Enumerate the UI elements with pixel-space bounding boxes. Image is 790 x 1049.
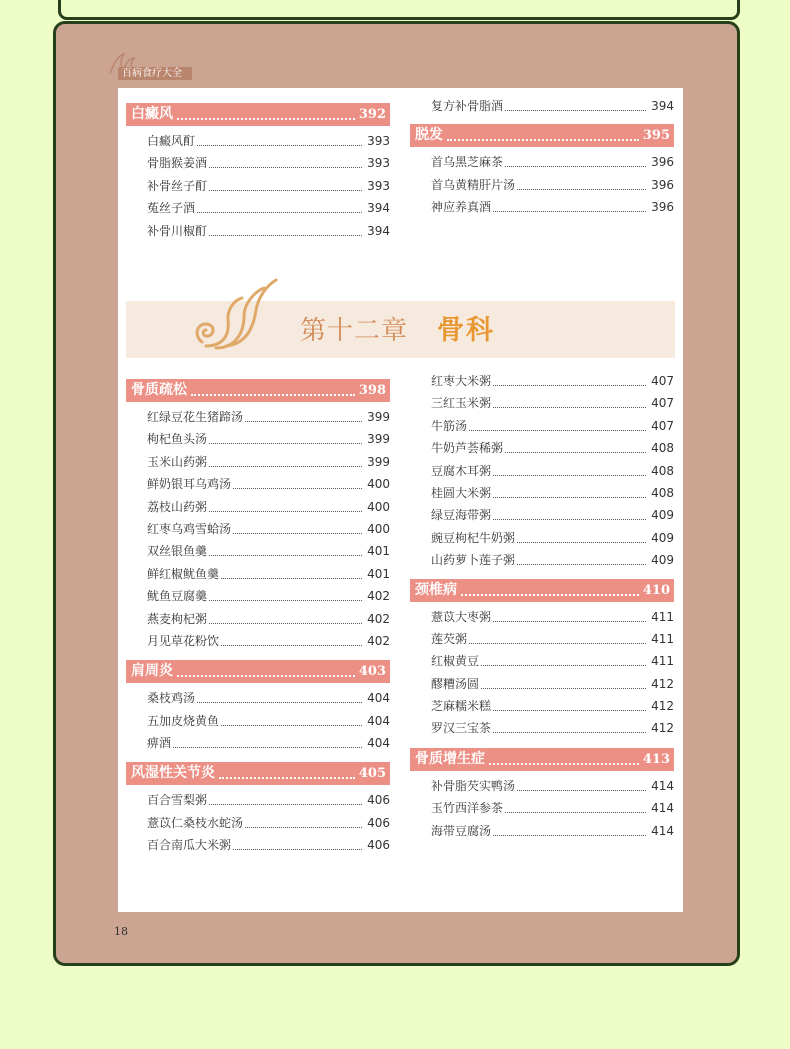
toc-entry-title: 红椒黄豆 (431, 650, 481, 672)
toc-entry-page: 414 (651, 775, 674, 797)
toc-entry-title: 白癜风酊 (147, 130, 197, 152)
toc-entry-page: 400 (367, 496, 390, 518)
toc-entry-page: 402 (367, 630, 390, 652)
toc-entry-title: 补骨川椒酊 (147, 220, 209, 242)
toc-section (126, 103, 390, 242)
toc-entry-page: 394 (651, 95, 674, 117)
toc-entry[interactable] (126, 789, 390, 811)
dot-leader (489, 761, 639, 765)
toc-section (126, 660, 390, 754)
dot-leader (147, 746, 362, 748)
toc-entry[interactable] (410, 695, 674, 717)
section-page: 403 (358, 664, 386, 680)
toc-entry-title: 玉竹西洋参茶 (431, 797, 505, 819)
section-heading[interactable] (410, 748, 674, 771)
section-page: 395 (642, 128, 670, 144)
toc-entry[interactable] (410, 482, 674, 504)
toc-entry-title: 薏苡仁桑枝水蛇汤 (147, 812, 245, 834)
section-title: 脱发 (415, 127, 443, 144)
toc-column-upper-right (410, 95, 674, 219)
toc-entry[interactable] (410, 775, 674, 797)
toc-entry[interactable] (410, 673, 674, 695)
section-title: 风湿性关节炎 (131, 765, 215, 782)
toc-entry[interactable] (126, 540, 390, 562)
toc-section (410, 748, 674, 842)
toc-entry-page: 407 (651, 392, 674, 414)
toc-entry-title: 桑枝鸡汤 (147, 687, 197, 709)
toc-entry[interactable] (126, 406, 390, 428)
section-page: 410 (642, 582, 670, 598)
toc-column-lower-left (126, 379, 390, 857)
toc-entry-page: 407 (651, 370, 674, 392)
toc-entry-page: 402 (367, 608, 390, 630)
toc-entry[interactable] (126, 130, 390, 152)
toc-entry-title: 醪糟汤圆 (431, 673, 481, 695)
toc-entry-title: 首乌黄精肝片汤 (431, 174, 517, 196)
toc-entry-title: 红枣大米粥 (431, 370, 493, 392)
toc-entry-title: 罗汉三宝茶 (431, 717, 493, 739)
toc-entry-title: 鲜红椒鱿鱼羹 (147, 563, 221, 585)
toc-entry[interactable] (410, 606, 674, 628)
toc-entry-page: 394 (367, 197, 390, 219)
toc-entry-page: 396 (651, 174, 674, 196)
toc-entry-page: 394 (367, 220, 390, 242)
toc-entry[interactable] (410, 415, 674, 437)
toc-entry[interactable] (410, 460, 674, 482)
toc-section (126, 379, 390, 652)
toc-entry-page: 406 (367, 812, 390, 834)
toc-entry[interactable] (410, 95, 674, 117)
toc-entry-page: 401 (367, 563, 390, 585)
toc-entry-title: 枸杞鱼头汤 (147, 428, 209, 450)
toc-entry[interactable] (126, 710, 390, 732)
toc-entry-page: 393 (367, 175, 390, 197)
toc-entry-page: 409 (651, 549, 674, 571)
section-page: 413 (642, 751, 670, 767)
toc-entry-title: 芝麻糯米糕 (431, 695, 493, 717)
toc-entry[interactable] (410, 174, 674, 196)
toc-column-lower-right (410, 370, 674, 842)
section-heading[interactable] (126, 103, 390, 126)
page-number: 18 (114, 925, 128, 938)
dot-leader (177, 673, 355, 677)
toc-entry-title: 五加皮烧黄鱼 (147, 710, 221, 732)
toc-entry-title: 牛奶芦荟稀粥 (431, 437, 505, 459)
toc-entry-title: 骨脂猴姜酒 (147, 152, 209, 174)
toc-entry-page: 396 (651, 196, 674, 218)
toc-entry-page: 408 (651, 460, 674, 482)
section-heading[interactable] (126, 660, 390, 683)
toc-entry[interactable] (126, 732, 390, 754)
toc-entry-title: 豌豆枸杞牛奶粥 (431, 527, 517, 549)
toc-section (126, 762, 390, 856)
toc-entry-title: 莲芡粥 (431, 628, 469, 650)
toc-entry[interactable] (126, 563, 390, 585)
chapter-name: 骨科 (437, 315, 495, 346)
top-panel-edge (58, 0, 740, 20)
toc-entry-title: 燕麦枸杞粥 (147, 608, 209, 630)
toc-entry-title: 鱿鱼豆腐羹 (147, 585, 209, 607)
section-title: 白癜风 (131, 106, 173, 122)
toc-entry[interactable] (410, 392, 674, 414)
toc-entry[interactable] (126, 220, 390, 242)
toc-entry-title: 山药萝卜莲子粥 (431, 549, 517, 571)
toc-entry[interactable] (410, 504, 674, 526)
toc-entry-page: 411 (651, 650, 674, 672)
toc-entry[interactable] (410, 797, 674, 819)
toc-entry[interactable] (126, 834, 390, 856)
toc-entry-page: 393 (367, 130, 390, 152)
section-page: 398 (358, 383, 386, 398)
toc-entry-title: 玉米山药粥 (147, 451, 209, 473)
toc-entry-page: 404 (367, 732, 390, 754)
toc-entry-page: 406 (367, 789, 390, 811)
dot-leader (177, 116, 355, 120)
toc-entry[interactable] (410, 370, 674, 392)
section-page: 405 (358, 766, 386, 782)
dot-leader (447, 137, 639, 141)
toc-entry-title: 牛筋汤 (431, 415, 469, 437)
toc-section (410, 124, 674, 218)
toc-entry-title: 痹酒 (147, 732, 173, 754)
toc-entry-page: 404 (367, 687, 390, 709)
section-page: 392 (358, 107, 386, 122)
toc-entry-title: 豆腐木耳粥 (431, 460, 493, 482)
toc-section (410, 579, 674, 740)
toc-entry[interactable] (410, 628, 674, 650)
toc-entry-title: 百合雪梨粥 (147, 789, 209, 811)
toc-entry[interactable] (410, 820, 674, 842)
toc-entry[interactable] (126, 496, 390, 518)
toc-entry[interactable] (126, 451, 390, 473)
section-heading[interactable] (126, 762, 390, 785)
section-title: 骨质疏松 (131, 382, 187, 398)
toc-entry[interactable] (410, 549, 674, 571)
toc-entry-page: 396 (651, 151, 674, 173)
section-heading[interactable] (126, 379, 390, 402)
toc-entry-page: 409 (651, 504, 674, 526)
toc-entry-page: 411 (651, 628, 674, 650)
toc-entry-page: 402 (367, 585, 390, 607)
toc-entry-page: 399 (367, 451, 390, 473)
toc-entry[interactable] (126, 608, 390, 630)
toc-entry-title: 三红玉米粥 (431, 392, 493, 414)
toc-entry-page: 401 (367, 540, 390, 562)
toc-entry-title: 鲜奶银耳乌鸡汤 (147, 473, 233, 495)
toc-entry-page: 412 (651, 673, 674, 695)
section-heading[interactable] (410, 124, 674, 147)
dot-leader (461, 592, 639, 596)
toc-entry-title: 菟丝子酒 (147, 197, 197, 219)
toc-entry[interactable] (126, 630, 390, 652)
toc-entry-title: 红枣乌鸡雪蛤汤 (147, 518, 233, 540)
section-title: 颈椎病 (415, 581, 457, 598)
dot-leader (191, 392, 355, 396)
toc-entry-title: 神应养真酒 (431, 196, 493, 218)
toc-entry[interactable] (410, 151, 674, 173)
toc-entry[interactable] (410, 196, 674, 218)
toc-entry-title: 荔枝山药粥 (147, 496, 209, 518)
section-heading[interactable] (410, 579, 674, 602)
toc-entry-page: 407 (651, 415, 674, 437)
toc-entry[interactable] (410, 717, 674, 739)
toc-entry-title: 补骨丝子酊 (147, 175, 209, 197)
toc-entry-page: 400 (367, 518, 390, 540)
toc-entry-title: 月见草花粉饮 (147, 630, 221, 652)
toc-entry-page: 406 (367, 834, 390, 856)
toc-entry-title: 薏苡大枣粥 (431, 606, 493, 628)
toc-entry[interactable] (410, 437, 674, 459)
toc-entry-title: 绿豆海带粥 (431, 504, 493, 526)
auspicious-cloud-icon (192, 276, 282, 356)
toc-entry[interactable] (410, 650, 674, 672)
toc-entry-title: 补骨脂芡实鸭汤 (431, 775, 517, 797)
section-title: 骨质增生症 (415, 750, 485, 767)
toc-entry-page: 408 (651, 482, 674, 504)
toc-entry-title: 双丝银鱼羹 (147, 540, 209, 562)
toc-entry-title: 首乌黑芝麻茶 (431, 151, 505, 173)
toc-entry-title: 海带豆腐汤 (431, 820, 493, 842)
toc-entry[interactable] (126, 428, 390, 450)
chapter-number: 第十二章 (300, 316, 409, 346)
toc-entry-page: 408 (651, 437, 674, 459)
toc-entry[interactable] (126, 518, 390, 540)
toc-entry-title: 红绿豆花生猪蹄汤 (147, 406, 245, 428)
toc-entry[interactable] (126, 687, 390, 709)
toc-entry[interactable] (126, 152, 390, 174)
toc-entry-page: 409 (651, 527, 674, 549)
toc-entry[interactable] (126, 197, 390, 219)
toc-entry-page: 414 (651, 820, 674, 842)
section-title: 肩周炎 (131, 663, 173, 680)
dot-leader (219, 775, 355, 779)
toc-entry-page: 412 (651, 695, 674, 717)
toc-entry-page: 400 (367, 473, 390, 495)
toc-entry-page: 414 (651, 797, 674, 819)
toc-entry[interactable] (126, 175, 390, 197)
header-title: 百病食疗大全 (122, 68, 182, 79)
toc-entry-page: 399 (367, 406, 390, 428)
toc-entry[interactable] (126, 812, 390, 834)
toc-entry-page: 411 (651, 606, 674, 628)
toc-entry-page: 404 (367, 710, 390, 732)
toc-entry-title: 桂圆大米粥 (431, 482, 493, 504)
toc-entry-page: 412 (651, 717, 674, 739)
toc-column-upper-left (126, 103, 390, 242)
toc-entry[interactable] (126, 585, 390, 607)
toc-entry-page: 393 (367, 152, 390, 174)
toc-entry-title: 百合南瓜大米粥 (147, 834, 233, 856)
toc-entry[interactable] (410, 527, 674, 549)
toc-entry[interactable] (126, 473, 390, 495)
toc-entry-page: 399 (367, 428, 390, 450)
toc-entry-title: 复方补骨脂酒 (431, 95, 505, 117)
